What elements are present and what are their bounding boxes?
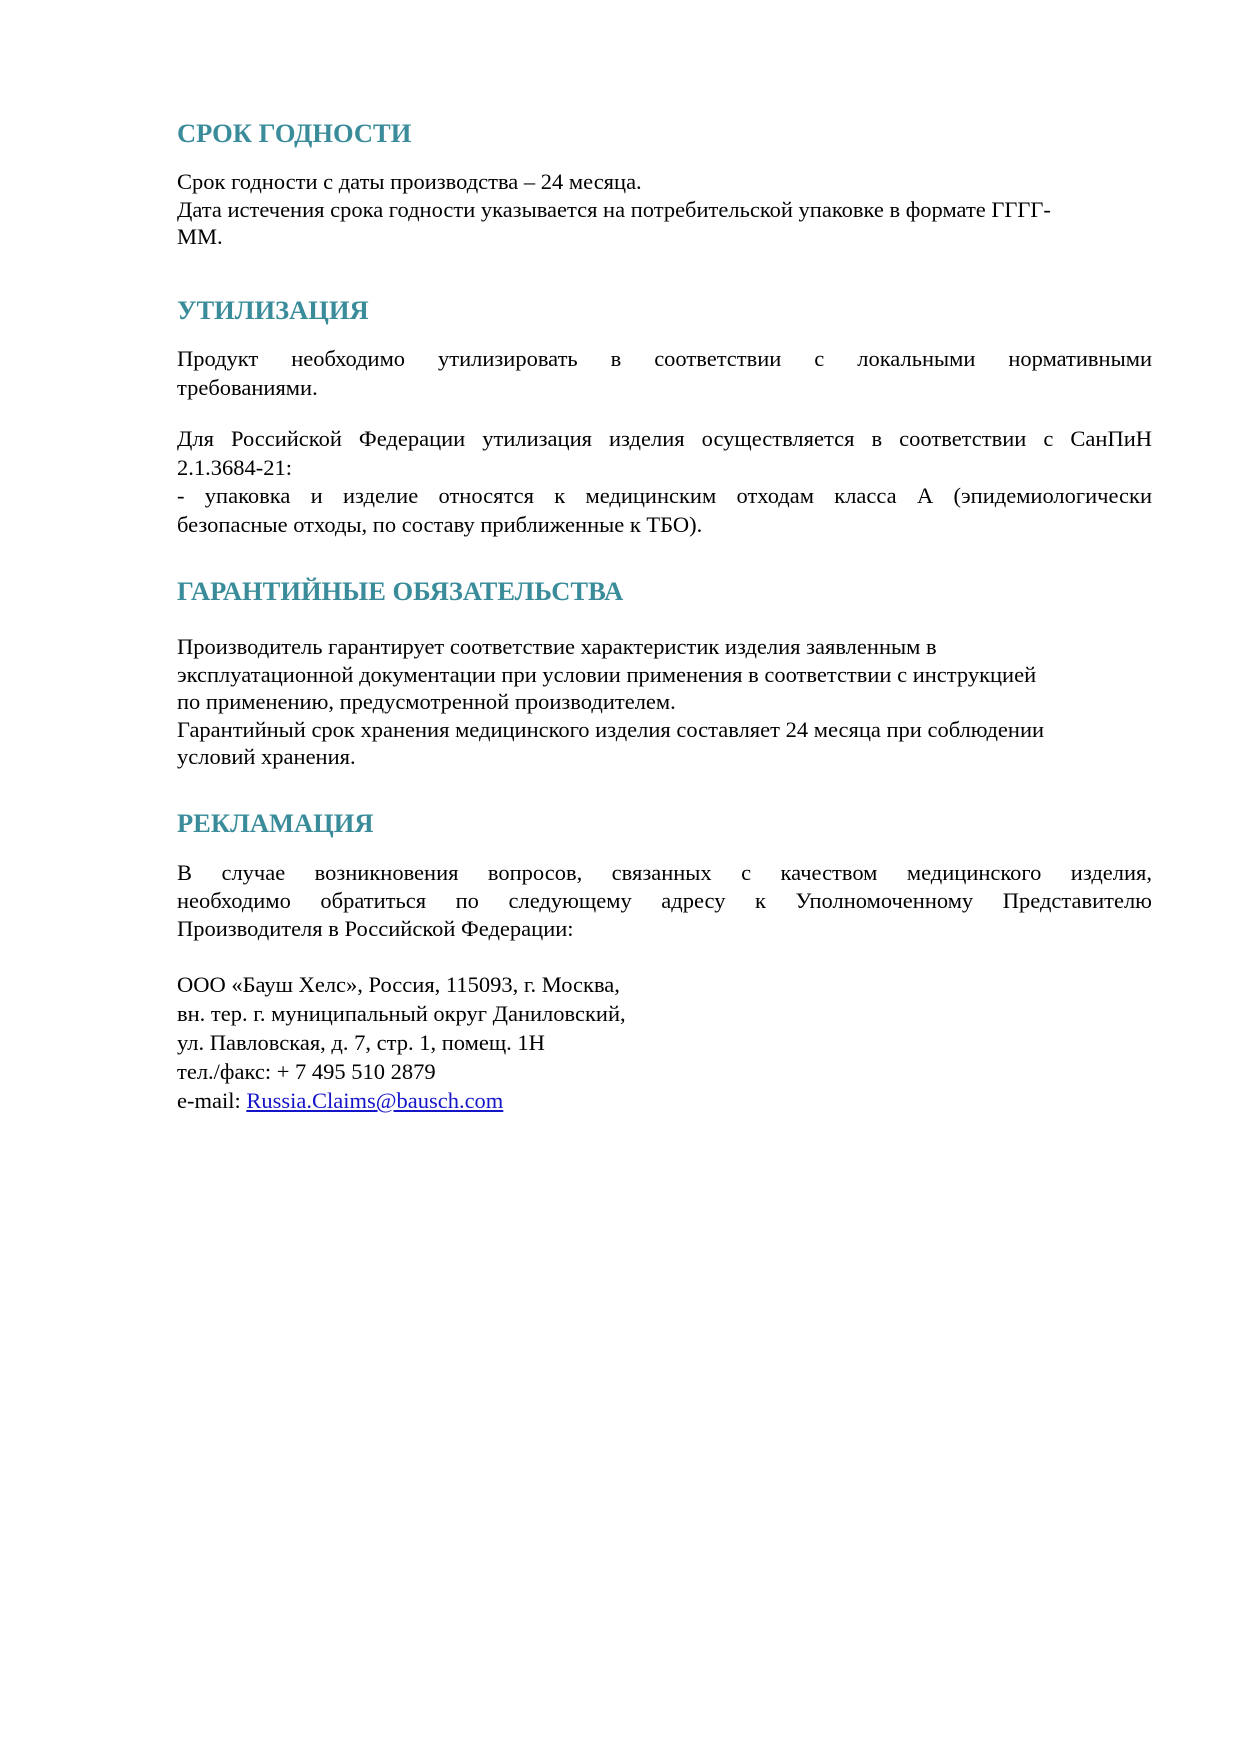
text-line: по применению, предусмотренной производителем. (177, 689, 676, 714)
email-link[interactable]: Russia.Claims@bausch.com (246, 1088, 504, 1113)
address-line: ООО «Бауш Хелс», Россия, 115093, г. Москва, (177, 972, 620, 997)
text-line: Гарантийный срок хранения медицинского изделия составляет 24 месяца при соблюдении (177, 716, 1045, 742)
text-line: Продукт необходимо утилизировать в соответствии с локальными нормативными (177, 346, 1152, 371)
section-title-disposal: УТИЛИЗАЦИЯ (177, 295, 369, 325)
text-line: - упаковка и изделие относятся к медицинским отходам класса А (эпидемиологически (177, 483, 1152, 508)
text-line: Производителя в Российской Федерации: (177, 916, 574, 941)
phone-fax-line: тел./факс: + 7 495 510 2879 (177, 1059, 436, 1084)
text-line: Производитель гарантирует соответствие характеристик изделия заявленным в (177, 634, 937, 659)
email-line (177, 1086, 1152, 1115)
shelf-life-text (177, 168, 1152, 251)
text-line: условий хранения. (177, 744, 356, 769)
address-line: ул. Павловская, д. 7, стр. 1, помещ. 1Н (177, 1030, 545, 1055)
section-title-warranty: ГАРАНТИЙНЫЕ ОБЯЗАТЕЛЬСТВА (177, 576, 624, 606)
text-line: требованиями. (177, 374, 318, 400)
section-title-shelf-life: СРОК ГОДНОСТИ (177, 118, 412, 148)
text-line: Для Российской Федерации утилизация изделия осуществляется в соответствии с СанПиН (177, 426, 1152, 451)
claims-text (177, 859, 1152, 943)
text-line: В случае возникновения вопросов, связанных с качеством медицинского изделия, (177, 860, 1152, 885)
email-label: e-mail: (177, 1088, 247, 1113)
text-line: Дата истечения срока годности указывается на потребительской упаковке в формате ГГГГ- (177, 196, 1051, 222)
text-line: ММ. (177, 224, 223, 249)
claims-address (177, 970, 1152, 1115)
text-line: эксплуатационной документации при условии применения в соответствии с инструкцией (177, 661, 1037, 687)
disposal-paragraph-2 (177, 425, 1152, 539)
text-line: Срок годности с даты производства – 24 месяца. (177, 169, 642, 194)
text-line: безопасные отходы, по составу приближенные к ТБО). (177, 511, 703, 537)
text-line: необходимо обратиться по следующему адресу к Уполномоченному Представителю (177, 888, 1152, 913)
text-line: 2.1.3684-21: (177, 454, 292, 480)
section-title-claims: РЕКЛАМАЦИЯ (177, 808, 374, 838)
warranty-text (177, 633, 1152, 771)
address-line: вн. тер. г. муниципальный округ Даниловский, (177, 1001, 626, 1026)
disposal-paragraph-1 (177, 345, 1152, 402)
